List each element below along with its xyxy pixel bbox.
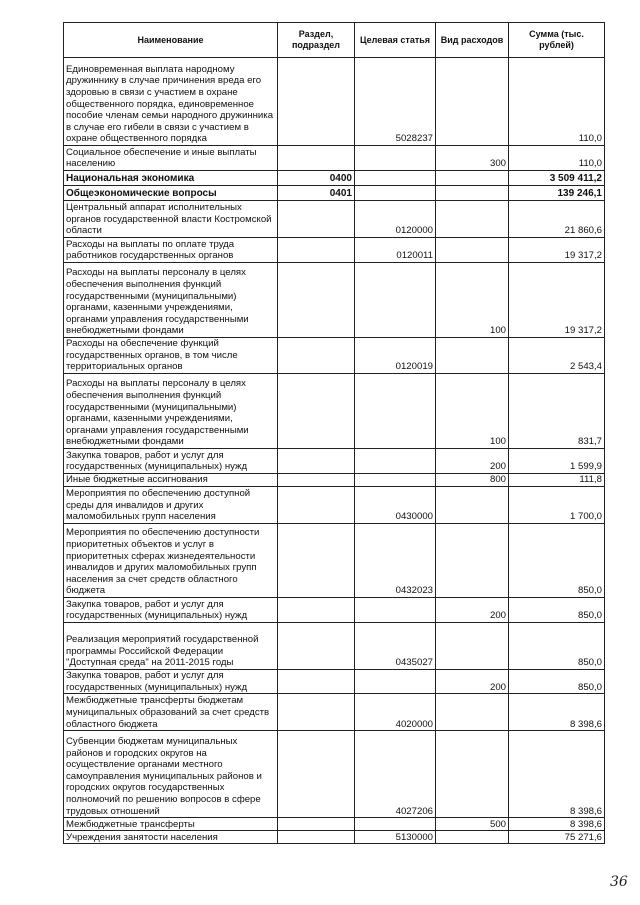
cell-expense: 500 [436,818,509,831]
cell-expense [436,731,509,818]
cell-section [278,831,355,844]
cell-amount: 3 509 411,2 [509,171,605,186]
cell-target: 0435027 [355,623,436,670]
cell-expense: 200 [436,598,509,623]
table-row [64,831,605,844]
cell-name: Закупка товаров, работ и услуг для государственных (муниципальных) нужд [64,670,278,694]
cell-target: 0120019 [355,338,436,374]
cell-section [278,670,355,694]
cell-amount: 1 599,9 [509,449,605,474]
table-row [64,338,605,374]
cell-expense [436,623,509,670]
cell-target: 4020000 [355,694,436,731]
cell-amount: 2 543,4 [509,338,605,374]
cell-name: Межбюджетные трансферты [64,818,278,831]
table-row [64,524,605,598]
cell-name: Расходы на обеспечение функций государственных органов, в том числе территориальных органов [64,338,278,374]
cell-name: Расходы на выплаты по оплате труда работников государственных органов [64,238,278,263]
header-target: Целевая статья [355,23,436,58]
table-row [64,670,605,694]
cell-name: Единовременная выплата народному дружиннику в случае причинения вреда его здоровью в связи с участием в охране общественного порядка, единовременное пособие членам семьи народного дружинника в случае его гибели в связи с участием в охране общественного порядка [64,58,278,146]
table-row [64,58,605,146]
budget-table [63,22,605,844]
header-amount: Сумма (тыс. рублей) [509,23,605,58]
cell-expense: 300 [436,146,509,171]
cell-section [278,449,355,474]
cell-expense [436,238,509,263]
header-section: Раздел, подраздел [278,23,355,58]
cell-target [355,263,436,338]
cell-target [355,186,436,201]
table-row [64,449,605,474]
table-row [64,186,605,201]
cell-amount: 110,0 [509,58,605,146]
cell-expense [436,201,509,238]
cell-section [278,263,355,338]
table-row [64,238,605,263]
table-body [64,58,605,844]
cell-amount: 850,0 [509,623,605,670]
cell-name: Закупка товаров, работ и услуг для государственных (муниципальных) нужд [64,449,278,474]
cell-target: 0432023 [355,524,436,598]
cell-name: Мероприятия по обеспечению доступной среды для инвалидов и других маломобильных групп населения [64,487,278,524]
cell-target: 4027206 [355,731,436,818]
cell-amount: 850,0 [509,670,605,694]
cell-name: Центральный аппарат исполнительных органов государственной власти Костромской области [64,201,278,238]
table-row [64,623,605,670]
cell-target: 0430000 [355,487,436,524]
cell-target [355,474,436,487]
cell-name: Расходы на выплаты персоналу в целях обеспечения выполнения функций государственными (муниципальными) органами, казенными учреждениями, органами управления государственными внебюджетными фондами [64,374,278,449]
cell-target [355,598,436,623]
cell-section [278,623,355,670]
cell-section [278,598,355,623]
cell-target [355,146,436,171]
cell-target [355,374,436,449]
header-expense: Вид расходов [436,23,509,58]
table-row [64,374,605,449]
cell-target [355,670,436,694]
cell-amount: 8 398,6 [509,731,605,818]
cell-expense [436,171,509,186]
cell-target: 0120011 [355,238,436,263]
cell-section [278,338,355,374]
cell-name: Учреждения занятости населения [64,831,278,844]
cell-name: Расходы на выплаты персоналу в целях обеспечения выполнения функций государственными (муниципальными) органами, казенными учреждениями, органами управления государственными внебюджетными фондами [64,263,278,338]
cell-target: 5028237 [355,58,436,146]
cell-expense: 100 [436,374,509,449]
cell-section [278,818,355,831]
table-row [64,201,605,238]
cell-amount: 111,8 [509,474,605,487]
cell-section [278,487,355,524]
cell-expense [436,487,509,524]
cell-amount: 139 246,1 [509,186,605,201]
table-row [64,818,605,831]
cell-amount: 850,0 [509,598,605,623]
cell-amount: 21 860,6 [509,201,605,238]
cell-amount: 110,0 [509,146,605,171]
cell-expense [436,58,509,146]
header-row [64,23,605,58]
cell-expense: 200 [436,670,509,694]
cell-amount: 1 700,0 [509,487,605,524]
cell-amount: 75 271,6 [509,831,605,844]
cell-name: Социальное обеспечение и иные выплаты населению [64,146,278,171]
cell-section [278,374,355,449]
cell-section [278,238,355,263]
table-row [64,146,605,171]
cell-name: Мероприятия по обеспечению доступности приоритетных объектов и услуг в приоритетных сферах жизнедеятельности инвалидов и других маломобильных групп населения за счет средств областного бюджета [64,524,278,598]
cell-section [278,474,355,487]
table-row [64,731,605,818]
page-number: 36 [610,874,628,890]
table-row [64,694,605,731]
cell-section [278,731,355,818]
cell-expense [436,831,509,844]
cell-name: Общеэкономические вопросы [64,186,278,201]
table-row [64,263,605,338]
cell-expense [436,186,509,201]
cell-name: Закупка товаров, работ и услуг для государственных (муниципальных) нужд [64,598,278,623]
cell-name: Реализация мероприятий государственной программы Российской Федерации "Доступная среда" на 2011-2015 годы [64,623,278,670]
cell-expense [436,338,509,374]
header-name: Наименование [64,23,278,58]
cell-target [355,171,436,186]
cell-section [278,58,355,146]
cell-name: Межбюджетные трансферты бюджетам муниципальных образований за счет средств областного бюджета [64,694,278,731]
cell-section [278,146,355,171]
cell-name: Субвенции бюджетам муниципальных районов и городских округов на осуществление органами местного самоуправления муниципальных районов и городских округов государственных полномочий по решению вопросов в сфере трудовых отношений [64,731,278,818]
cell-amount: 19 317,2 [509,238,605,263]
cell-section [278,524,355,598]
cell-section: 0401 [278,186,355,201]
cell-section [278,694,355,731]
cell-expense: 200 [436,449,509,474]
cell-target: 5130000 [355,831,436,844]
cell-amount: 8 398,6 [509,694,605,731]
cell-amount: 831,7 [509,374,605,449]
cell-expense [436,524,509,598]
cell-expense: 100 [436,263,509,338]
table-row [64,171,605,186]
cell-amount: 850,0 [509,524,605,598]
cell-expense: 800 [436,474,509,487]
cell-name: Иные бюджетные ассигнования [64,474,278,487]
cell-amount: 19 317,2 [509,263,605,338]
table-row [64,474,605,487]
cell-amount: 8 398,6 [509,818,605,831]
table-row [64,598,605,623]
cell-target [355,818,436,831]
cell-target: 0120000 [355,201,436,238]
table-row [64,487,605,524]
cell-expense [436,694,509,731]
cell-name: Национальная экономика [64,171,278,186]
cell-section [278,201,355,238]
cell-target [355,449,436,474]
cell-section: 0400 [278,171,355,186]
